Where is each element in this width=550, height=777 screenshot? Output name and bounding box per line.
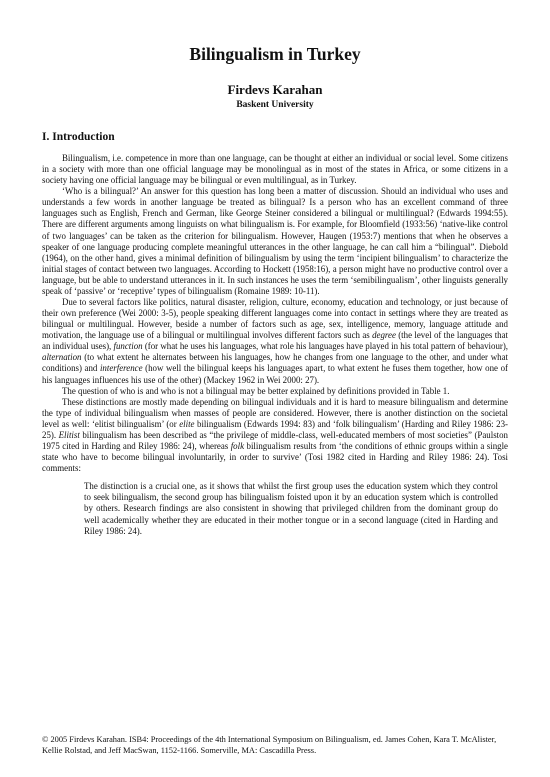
term-interference: interference — [99, 363, 143, 374]
paragraph-3-text-a: Due to several factors like politics, natural disaster, religion, culture, economy, education and technology, or just because of their own preference (Wei 2000: 3-5), people speaking different languages come into contact in settings where they are treated as bilingual or multilingual. However, beside a number of factors such as age, sex, intelligence, memory, language attitude and motivation, the language use of a bilingual or multilingual involves different factors such as — [42, 297, 508, 341]
body-text — [42, 153, 508, 537]
term-elite: elite — [179, 418, 195, 429]
paragraph-3-text-e: (how well the bilingual keeps his languages apart, to what extent he fuses them together, how one of his languages influences his use of the other) (Mackey 1962 in Wei 2000: 27). — [42, 363, 508, 385]
paragraph-3-text-d: (to what extent he alternates between his languages, how he changes from one language to the other, and under what conditions) and — [42, 352, 508, 374]
copyright-footnote: © 2005 Firdevs Karahan. ISB4: Proceedings of the 4th International Symposium on Bilingualism, ed. James Cohen, Kara T. McAlister, Kellie Rolstad, and Jeff MacSwan, 1152-1166. Somerville, MA: Cascadilla Press. — [42, 735, 497, 755]
term-folk: folk — [230, 441, 245, 452]
author-affiliation: Baskent University — [236, 100, 314, 110]
paragraph-3-text-b: (the level of the languages that an individual uses), — [42, 330, 508, 352]
paragraph-3 — [42, 297, 508, 386]
block-quote-tosi: The distinction is a crucial one, as it shows that whilst the first group uses the education system which they control to seek bilingualism, the second group has bilingualism foisted upon it by an education system which is controlled by others. Research findings are also consistent in showing that privileged children from the dominant group do well academically whether they are educated in their mother tongue or in a second language (cited in Harding and Riley 1986: 24). — [84, 481, 498, 536]
paragraph-5-text-b: bilingualism (Edwards 1994: 83) and ‘folk bilingualism’ (Harding and Riley 1986: 23-25). — [42, 418, 508, 440]
term-elitist: Elitist — [58, 429, 80, 440]
paragraph-1: Bilingualism, i.e. competence in more than one language, can be thought at either an individual or social level. Some citizens in a society with more than one official language may be monolingual as in most of the states in Africa, or some citizens in a society having one official language may be bilingual or even multilingual, as in Turkey. — [42, 153, 508, 186]
paragraph-5-text-c: bilingualism has been described as “the privilege of middle-class, well-educated members of most societies” (Paulston 1975 cited in Harding and Riley 1986: 24), whereas — [42, 429, 508, 452]
paper-title: Bilingualism in Turkey — [189, 44, 361, 64]
term-function: function — [113, 341, 143, 352]
section-heading-introduction: I. Introduction — [42, 131, 115, 143]
paragraph-5-text-d: bilingualism results from ‘the conditions of ethnic groups within a single state who have to become bilingual involuntarily, in order to survive’ (Tosi 1982 cited in Harding and Riley 1986: 24). Tosi comments: — [42, 441, 508, 474]
term-alternation: alternation — [42, 352, 82, 363]
paragraph-3-text-c: (for what he uses his languages, what role his languages have played in his total pattern of behaviour), — [142, 341, 509, 352]
paragraph-5 — [42, 397, 508, 475]
term-degree: degree — [372, 330, 396, 341]
author-name: Firdevs Karahan — [227, 82, 323, 97]
paragraph-2: ‘Who is a bilingual?’ An answer for this question has long been a matter of discussion. Should an individual who uses and understands a few words in another language be treated as bilingual? Is a person who has an excellent command of three languages such as English, French and German, like George Steiner considered a bilingual or multilingual? (Edwards 1994:55). There are different arguments among linguists on what bilingualism is. For example, for Bloomfield (1933:56) ‘native-like control of two languages’ can be taken as the criterion for bilingualism. However, Haugen (1953:7) mentions that when he observes a speaker of one language producing complete meaningful utterances in the other language, he can call him a “bilingual”. Diebold (1964), on the other hand, gives a minimal definition of bilingualism by using the term ‘incipient bilingualism’ to characterize the initial stages of contact between two languages. According to Hockett (1958:16), a person might have no productive control over a language, but be able to understand utterances in it. In such instances he uses the term ‘semibilingualism’, other linguists generally speak of ‘passive’ or ‘receptive’ types of bilingualism (Romaine 1989: 10-11). — [42, 186, 508, 296]
paragraph-4: The question of who is and who is not a bilingual may be better explained by definitions provided in Table 1. — [62, 385, 450, 396]
paragraph-5-text-a: These distinctions are mostly made depending on bilingual individuals and it is hard to measure bilingualism and determine the type of individual bilingualism when masses of people are considered. However, there is another distinction on the societal level as well: ‘elitist bilingualism’ (or — [42, 396, 508, 429]
